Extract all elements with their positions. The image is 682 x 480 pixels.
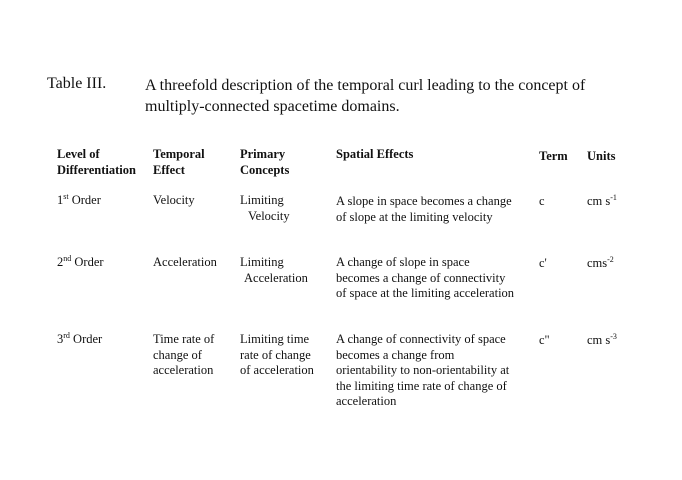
row2-term: c' (539, 256, 547, 270)
row2-order-number: 2 (57, 255, 64, 269)
row1-units-exponent: -1 (610, 192, 617, 202)
row3-order (57, 332, 102, 348)
row2-order (57, 255, 104, 271)
row2-order-suffix: nd (63, 253, 72, 263)
row3-spatial-line: acceleration (336, 394, 397, 408)
header-primary-line2: Concepts (240, 162, 290, 177)
table-caption-label: Table III. (47, 75, 107, 92)
row1-units (587, 194, 617, 210)
row2-spatial-line: A change of slope in space (336, 255, 470, 269)
row2-units (587, 256, 614, 272)
row2-units-exponent: -2 (607, 254, 614, 264)
header-primary-line1: Primary (240, 147, 286, 161)
row2-order-word: Order (71, 255, 104, 269)
header-term: Term (539, 149, 568, 163)
row1-spatial-line: A slope in space becomes a change (336, 194, 512, 208)
header-temporal-line1: Temporal (153, 147, 205, 161)
row2-temporal-effect (153, 255, 217, 271)
header-level-line1: Level of (57, 147, 100, 161)
row2-concept-line: Limiting (240, 255, 284, 269)
row2-effect-line: Acceleration (153, 255, 217, 269)
row3-spatial-effect (336, 332, 509, 410)
header-level-line2: Differentiation (57, 162, 136, 177)
header-temporal-effect (153, 147, 205, 178)
row3-units-exponent: -3 (610, 331, 617, 341)
row3-effect-line: Time rate of (153, 332, 215, 346)
row3-spatial-line: becomes a change from (336, 347, 455, 362)
row2-spatial-effect (336, 255, 514, 302)
row3-order-number: 3 (57, 332, 64, 346)
row3-concept-line: of acceleration (240, 363, 314, 377)
row3-spatial-line: orientability to non-orientability at (336, 363, 510, 377)
row2-concept-line: Acceleration (244, 270, 308, 285)
row2-spatial-line: becomes a change of connectivity (336, 270, 506, 285)
row3-order-word: Order (69, 332, 103, 346)
row3-order-suffix: rd (63, 330, 70, 340)
row1-concept-line: Limiting (240, 193, 284, 207)
row2-primary-concept (240, 255, 308, 286)
row1-term: c (539, 194, 545, 208)
row1-order-suffix: st (63, 191, 69, 201)
table-caption-text: A threefold description of the temporal curl leading to the concept of multiply-connected spacetime domains. (145, 77, 586, 115)
row1-concept-line: Velocity (248, 208, 290, 223)
row1-units-base: cm s (587, 194, 611, 208)
row3-units (587, 333, 617, 349)
row1-order (57, 193, 101, 209)
row2-units-base: cms (587, 256, 608, 270)
row3-units-base: cm s (587, 333, 611, 347)
header-units: Units (587, 149, 616, 163)
row3-spatial-line: the limiting time rate of change of (336, 378, 507, 393)
row3-effect-line: acceleration (153, 363, 214, 377)
header-temporal-line2: Effect (153, 162, 185, 177)
row1-temporal-effect (153, 193, 195, 209)
header-primary-concepts (240, 147, 289, 178)
header-spatial-effects: Spatial Effects (336, 147, 414, 161)
header-level (57, 147, 136, 178)
row1-order-number: 1 (57, 193, 64, 207)
row2-spatial-line: of space at the limiting acceleration (336, 286, 515, 300)
row3-term: c" (539, 333, 550, 347)
row3-effect-line: change of (153, 347, 202, 362)
row3-concept-line: Limiting time (240, 332, 310, 346)
row1-effect-line: Velocity (153, 193, 195, 207)
row3-temporal-effect (153, 332, 214, 379)
row1-order-word: Order (68, 193, 101, 207)
row1-spatial-line: of slope at the limiting velocity (336, 209, 493, 224)
row1-spatial-effect (336, 194, 512, 225)
row3-spatial-line: A change of connectivity of space (336, 332, 506, 346)
row1-primary-concept (240, 193, 290, 224)
row3-primary-concept (240, 332, 314, 379)
row3-concept-line: rate of change (240, 347, 311, 362)
